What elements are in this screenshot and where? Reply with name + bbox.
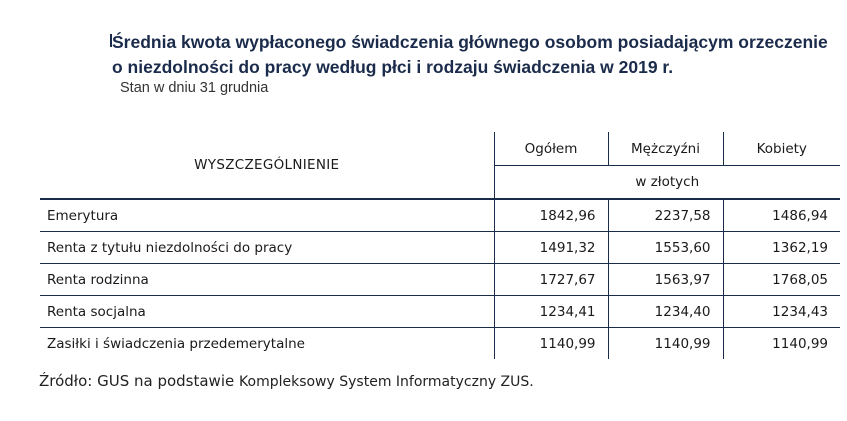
cell-total: 1140,99	[494, 328, 608, 360]
table-subtitle: Stan w dniu 31 grudnia	[120, 80, 269, 96]
table-row	[40, 264, 840, 296]
cell-total: 1842,96	[494, 199, 608, 232]
cell-men: 1563,97	[608, 264, 723, 296]
benefits-table	[40, 132, 840, 359]
table-row	[40, 232, 840, 264]
header-total: Ogółem	[494, 132, 608, 166]
cell-total: 1491,32	[494, 232, 608, 264]
table-title	[112, 30, 832, 80]
row-label: Renta z tytułu niezdolności do pracy	[40, 232, 494, 264]
cell-total: 1727,67	[494, 264, 608, 296]
row-label: Renta socjalna	[40, 296, 494, 328]
table-row	[40, 296, 840, 328]
table-row	[40, 328, 840, 360]
source-note	[39, 372, 534, 390]
source-system: Kompleksowy System Informatyczny ZUS.	[239, 374, 534, 390]
cell-women: 1234,43	[723, 296, 840, 328]
cell-total: 1234,41	[494, 296, 608, 328]
title-line-1: Średnia kwota wypłaconego świadczenia głównego osobom posiadającym orzeczenie	[112, 32, 828, 52]
cell-men: 1234,40	[608, 296, 723, 328]
header-women: Kobiety	[723, 132, 840, 166]
cell-men: 1140,99	[608, 328, 723, 360]
cell-women: 1140,99	[723, 328, 840, 360]
cell-women: 1486,94	[723, 199, 840, 232]
cell-men: 2237,58	[608, 199, 723, 232]
header-men: Mężczyźni	[608, 132, 723, 166]
row-label: Zasiłki i świadczenia przedemerytalne	[47, 335, 305, 352]
header-specification: WYSZCZEGÓLNIENIE	[40, 132, 494, 199]
title-line-2: o niezdolności do pracy według płci i rodzaju świadczenia w 2019 r.	[112, 57, 674, 77]
row-label: Emerytura	[40, 199, 494, 232]
cell-men: 1553,60	[608, 232, 723, 264]
source-org: GUS na podstawie	[97, 372, 235, 390]
cell-women: 1362,19	[723, 232, 840, 264]
table-row	[40, 199, 840, 232]
cell-women: 1768,05	[723, 264, 840, 296]
source-prefix: Źródło:	[39, 372, 93, 390]
header-unit: w złotych	[494, 166, 840, 200]
row-label: Renta rodzinna	[40, 264, 494, 296]
